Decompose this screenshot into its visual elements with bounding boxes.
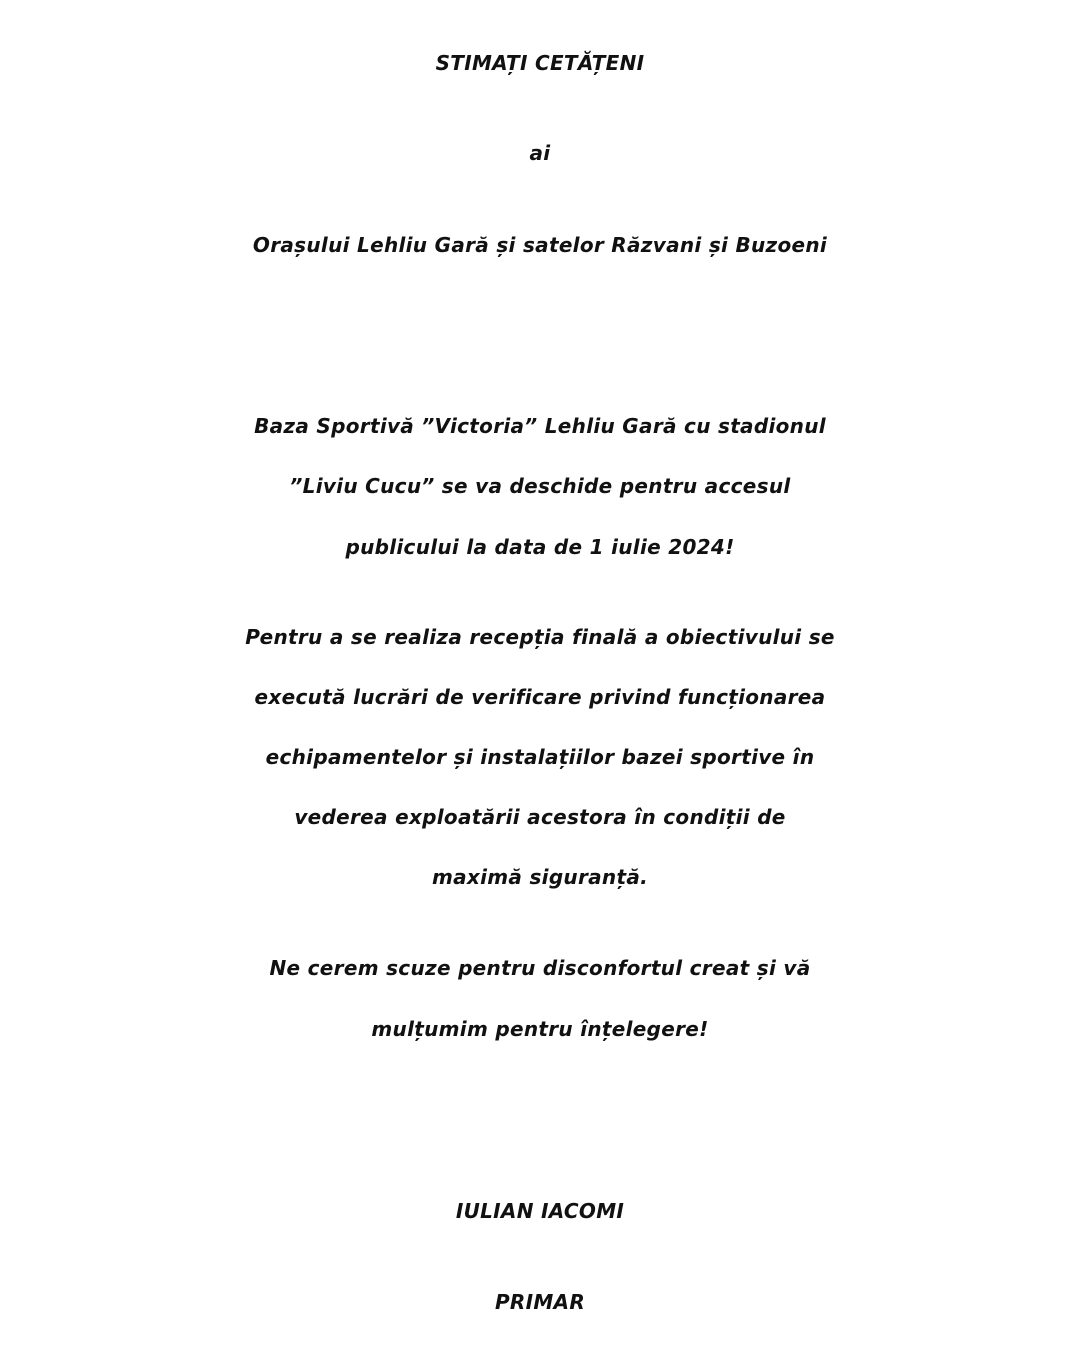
signatory-name: IULIAN IACOMI bbox=[455, 1199, 625, 1223]
apology-line: mulțumim pentru înțelegere! bbox=[371, 1017, 709, 1041]
apology-line: Ne cerem scuze pentru disconfortul creat și vă bbox=[269, 956, 811, 980]
announcement-line: Baza Sportivă ”Victoria” Lehliu Gară cu stadionul bbox=[254, 414, 826, 438]
addressees-line: Orașului Lehliu Gară și satelor Răzvani și Buzoeni bbox=[252, 233, 828, 257]
signatory-title: PRIMAR bbox=[494, 1290, 586, 1314]
connector-text: ai bbox=[529, 141, 551, 165]
details-line: execută lucrări de verificare privind funcționarea bbox=[254, 685, 826, 709]
details-line: Pentru a se realiza recepția finală a obiectivului se bbox=[245, 625, 835, 649]
announcement-line: ”Liviu Cucu” se va deschide pentru accesul bbox=[289, 474, 791, 498]
details-line: maximă siguranță. bbox=[431, 865, 649, 889]
details-line: echipamentelor și instalațiilor bazei sportive în bbox=[265, 745, 815, 769]
announcement-line: publicului la data de 1 iulie 2024! bbox=[345, 535, 735, 559]
details-line: vederea exploatării acestora în condiții de bbox=[294, 805, 786, 829]
greeting-heading: STIMAȚI CETĂȚENI bbox=[435, 51, 645, 75]
